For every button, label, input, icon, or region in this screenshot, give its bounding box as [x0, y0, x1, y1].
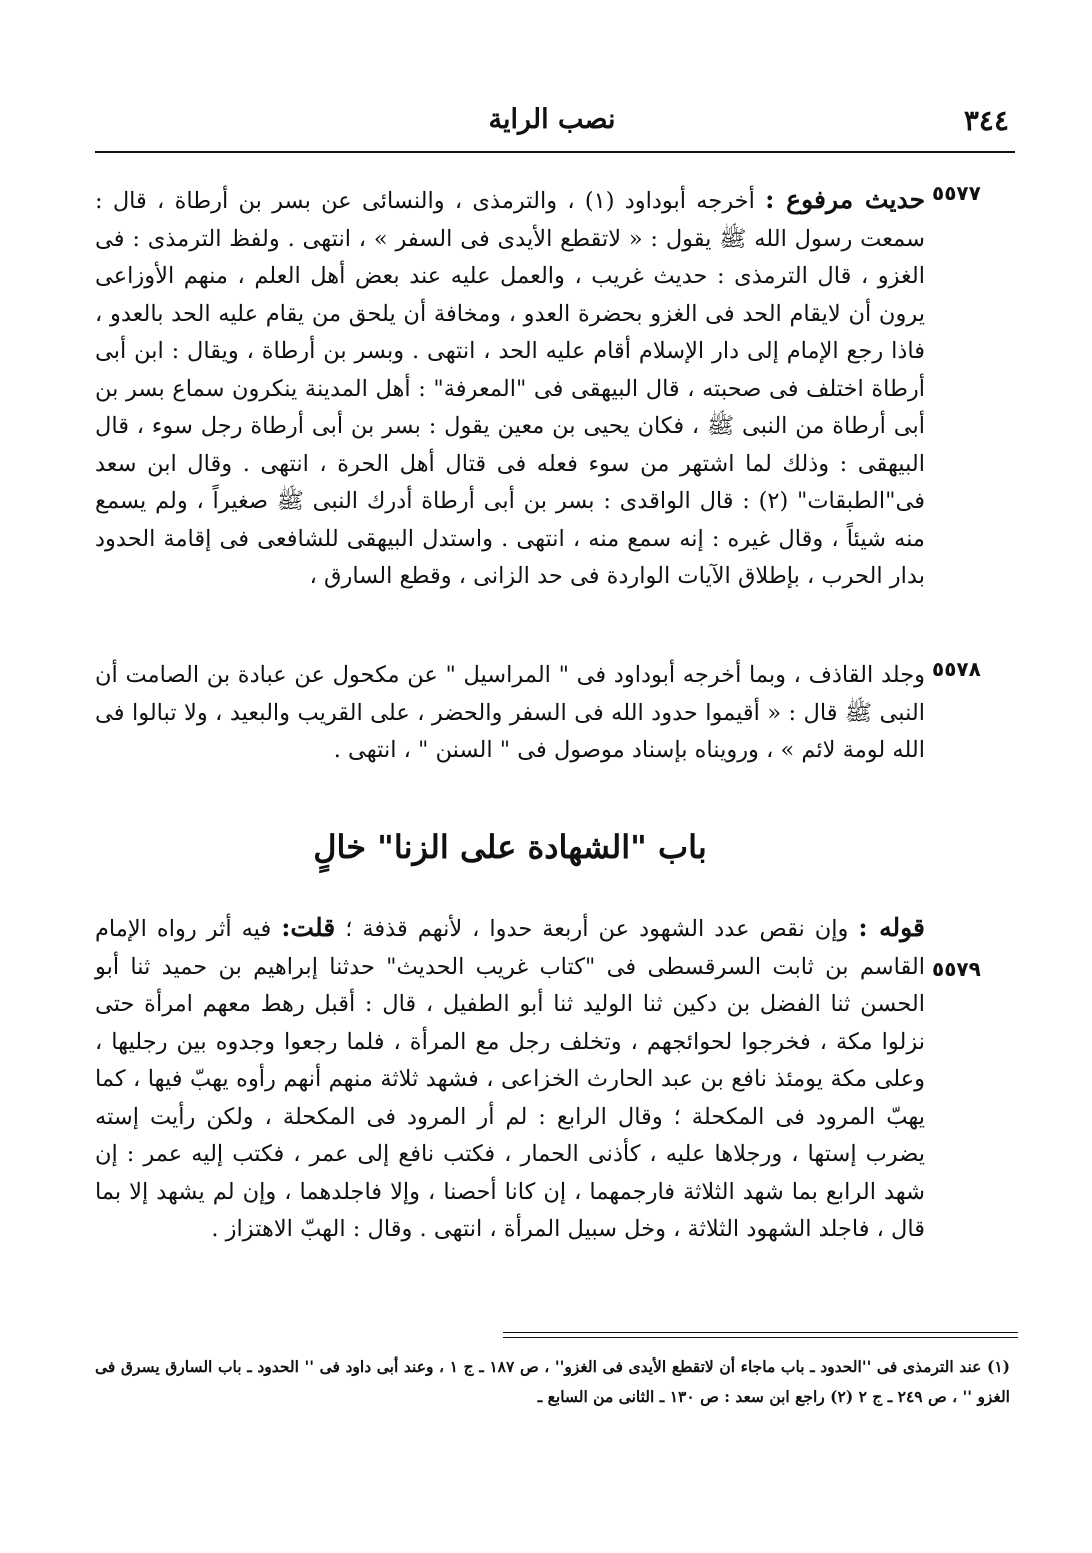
page-number: ٣٤٤ — [963, 104, 1009, 137]
footnote-rule — [503, 1332, 1018, 1333]
hadith-number: ٥٥٧٨ — [932, 657, 981, 681]
paragraph-text: أخرجه أبوداود (١) ، والترمذى ، والنسائى عن بسر بن أرطاة ، قال : سمعت رسول الله ﷺ يقول : « لاتقطع الأيدى فى السفر » ، انتهى . ولفظ الترمذى : فى الغزو ، قال الترمذى : حديث غريب ، والعمل عليه عند بعض أهل العلم ، منهم الأوزاعى يرون أن لايقام الحد فى الغزو بحضرة العدو ، ومخافة أن يلحق من يقام عليه الحد بالعدو ، فاذا رجع الإمام إلى دار الإسلام أقام عليه الحد ، انتهى . وبسر بن أرطاة ، ويقال : ابن أبى أرطاة اختلف فى صحبته ، قال البيهقى فى "المعرفة" : أهل المدينة ينكرون سماع بسر بن أبى أرطاة من النبى ﷺ ، فكان يحيى بن معين يقول : بسر بن أبى أرطاة رجل سوء ، قال البيهقى : وذلك لما اشتهر من سوء فعله فى قتال أهل الحرة ، انتهى . وقال ابن سعد فى"الطبقات" (٢) : قال الواقدى : بسر بن أبى أرطاة أدرك النبى ﷺ صغيراً ، ولم يسمع منه شيئاً ، وقال غيره : إنه سمع منه ، انتهى . واستدل البيهقى للشافعى فى إقامة الحدود بدار الحرب ، بإطلاق الآيات الواردة فى حد الزانى ، وقطع السارق ، — [95, 188, 925, 589]
paragraph-lead: قوله : — [858, 913, 926, 942]
hadith-number: ٥٥٧٩ — [932, 957, 981, 981]
running-title: نصب الراية — [488, 104, 616, 135]
page-header — [95, 100, 1009, 148]
paragraph-text: فيه أثر رواه الإمام القاسم بن ثابت السرقسطى فى "كتاب غريب الحديث" حدثنا إبراهيم بن حميد ثنا أبو الحسن ثنا الفضل بن دكين ثنا الوليد ثنا أبو الطفيل ، قال : أقبل رهط معهم امرأة حتى نزلوا مكة ، فخرجوا لحوائجهم ، وتخلف رجل مع المرأة ، فلما رجعوا وجدوه بين رجليها ، وعلى مكة يومئذ نافع بن عبد الحارث الخزاعى ، فشهد ثلاثة منهم أنهم رأوه يهبّ فيها ، كما يهبّ المرود فى المكحلة ؛ وقال الرابع : لم أر المرود فى المكحلة ، ولكن رأيت إسته يضرب إستها ، ورجلاها عليه ، كأذنى الحمار ، فكتب نافع إلى عمر ، فكتب إليه عمر : إن شهد الرابع بما شهد الثلاثة فارجمهما ، إن كانا أحصنا ، وإلا فاجلدهما ، وإن لم يشهد إلا بما قال ، فاجلد الشهود الثلاثة ، وخل سبيل المرأة ، انتهى . وقال : الهبّ الاهتزاز . — [95, 916, 925, 1242]
header-rule — [95, 151, 1015, 153]
paragraph-text: وجلد القاذف ، وبما أخرجه أبوداود فى " المراسيل " عن مكحول عن عبادة بن الصامت أن النبى ﷺ قال : « أقيموا حدود الله فى السفر والحضر ، على القريب والبعيد ، ولا تبالوا فى الله لومة لائم » ، ورويناه بإسناد موصول فى " السنن " ، انتهى . — [95, 662, 925, 763]
section-heading: باب "الشهادة على الزنا" خالٍ — [313, 828, 707, 866]
hadith-paragraph — [95, 657, 925, 770]
qult-label: قلت: — [281, 913, 336, 942]
footnote-rule — [503, 1337, 1018, 1338]
hadith-number: ٥٥٧٧ — [932, 181, 981, 205]
hadith-paragraph — [95, 909, 925, 1249]
footnotes: (١) عند الترمذى فى ''الحدود ـ باب ماجاء أن لاتقطع الأيدى فى الغزو'' ، ص ١٨٧ ـ ج ١ ، وعند أبى داود فى '' الحدود ـ باب السارق يسرق فى الغزو '' ، ص ٢٤٩ ـ ج ٢ (٢) راجع ابن سعد : ص ١٣٠ ـ الثانى من السابع ـ — [95, 1357, 1010, 1406]
paragraph-lead: حديث مرفوع : — [765, 185, 926, 214]
hadith-paragraph — [95, 181, 925, 596]
paragraph-text: وإن نقص عدد الشهود عن أربعة حدوا ، لأنهم قذفة ؛ — [345, 916, 849, 942]
